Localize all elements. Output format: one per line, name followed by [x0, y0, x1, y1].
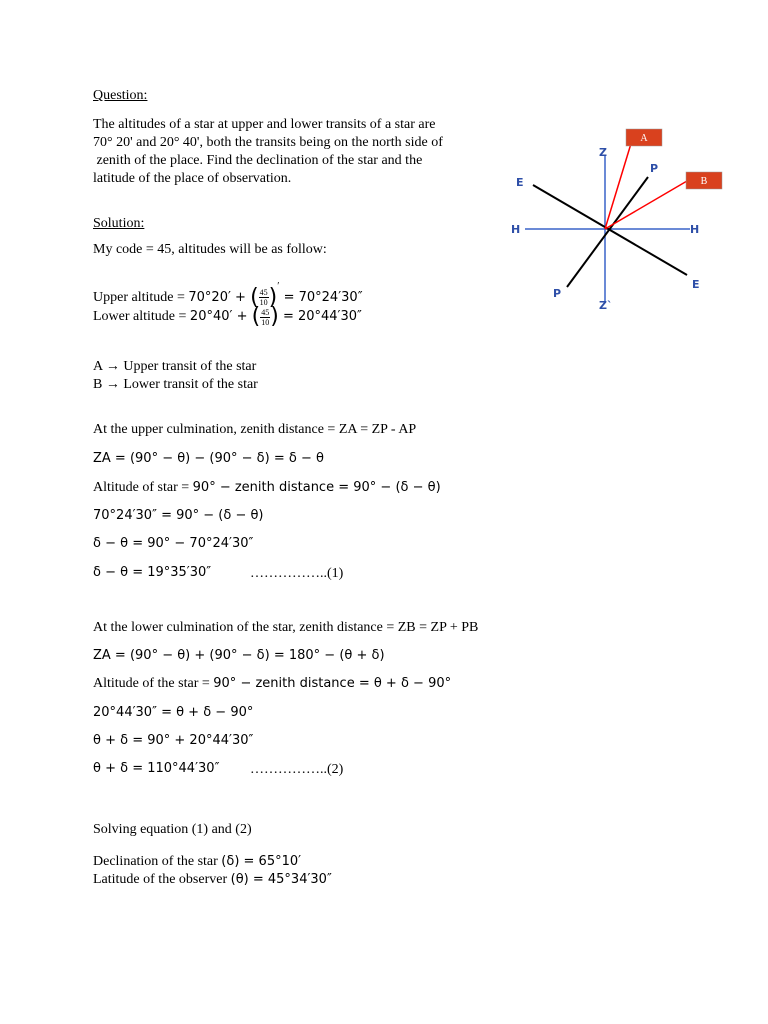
lower-altitude-result: = 20°44′30″: [278, 309, 362, 325]
legend-b: B → Lower transit of the star: [93, 377, 258, 392]
equation-tag-1: ……………..(1): [250, 566, 344, 581]
equation-4: δ − θ = 90° − 70°24′30″: [93, 536, 254, 551]
label-p-bottom: P: [553, 287, 562, 300]
code-line: My code = 45, altitudes will be as follow:: [93, 242, 327, 257]
label-a: A: [640, 133, 648, 144]
lower-altitude-label: Lower altitude =: [93, 309, 190, 325]
question-heading: Question:: [93, 88, 148, 103]
equation-za-upper: ZA = (90° − θ) − (90° − δ) = δ − θ: [93, 451, 324, 466]
solution-heading: Solution:: [93, 216, 145, 231]
declination-result: Declination of the star (δ) = 65°10′: [93, 854, 302, 869]
upper-culmination-intro: At the upper culmination, zenith distance = ZA = ZP - AP: [93, 422, 417, 437]
question-line-2: 70° 20' and 20° 40', both the transits being on the north side of: [93, 135, 443, 150]
label-p-top: P: [650, 162, 659, 175]
label-e-right: E: [692, 278, 700, 291]
label-nadir: Z`: [599, 299, 613, 312]
solving-line: Solving equation (1) and (2): [93, 822, 252, 837]
label-b: B: [700, 176, 708, 187]
polar-axis: [567, 177, 648, 287]
lower-altitude-equation: Lower altitude = 20°40′ + ( $\frac{45}{10}$ ) = 20°44′30″: [93, 304, 362, 329]
equation-5: δ − θ = 19°35′30″: [93, 565, 212, 580]
label-e-left: E: [516, 176, 524, 189]
lower-altitude-left: 20°40′ +: [189, 309, 252, 325]
label-zenith: Z: [599, 146, 607, 159]
equation-10: θ + δ = 110°44′30″: [93, 761, 220, 776]
label-h-right: H: [690, 223, 700, 236]
equation-za-lower: ZA = (90° − θ) + (90° − δ) = 180° − (θ + δ): [93, 648, 385, 663]
equation-3: 70°24′30″ = 90° − (δ − θ): [93, 508, 264, 523]
upper-altitude-left: 70°20′ +: [188, 290, 251, 305]
label-h-left: H: [511, 223, 521, 236]
question-line-3: zenith of the place. Find the declination of the star and the: [93, 153, 423, 168]
altitude-of-the-star-line: Altitude of the star = 90° − zenith distance = θ + δ − 90°: [93, 676, 452, 691]
upper-altitude-equation: Upper altitude = 70°20′ + ( $\frac{45}{10}$ )′ = 70°24′30″: [93, 281, 363, 310]
question-line-1: The altitudes of a star at upper and lower transits of a star are: [93, 117, 436, 132]
question-line-4: latitude of the place of observation.: [93, 171, 292, 186]
altitude-of-star-line: Altitude of star = 90° − zenith distance = 90° − (δ − θ): [93, 480, 441, 495]
equation-tag-2: ……………..(2): [250, 762, 344, 777]
latitude-result: Latitude of the observer (θ) = 45°34′30″: [93, 872, 332, 887]
legend-a: A → Upper transit of the star: [93, 359, 257, 374]
equation-8: 20°44′30″ = θ + δ − 90°: [93, 705, 254, 720]
upper-fraction: $\frac{45}{10}$: [259, 288, 268, 308]
upper-altitude-result: = 70°24′30″: [279, 290, 363, 305]
lower-culmination-intro: At the lower culmination of the star, zenith distance = ZB = ZP + PB: [93, 620, 479, 635]
lower-fraction: $\frac{45}{10}$: [261, 307, 270, 327]
celestial-sphere-diagram: [505, 125, 725, 315]
equation-9: θ + δ = 90° + 20°44′30″: [93, 733, 254, 748]
upper-altitude-label: Upper altitude =: [93, 290, 189, 305]
